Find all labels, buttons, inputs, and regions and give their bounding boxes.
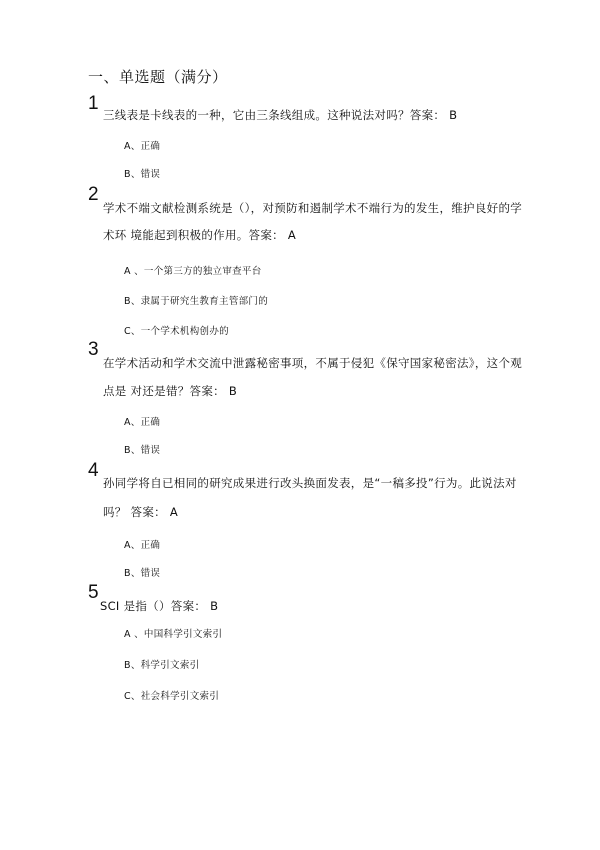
question-text: 点是 对还是错？答案： B xyxy=(103,384,238,398)
option: B、错误 xyxy=(124,568,161,579)
option: C、一个学术机构创办的 xyxy=(124,326,229,337)
option: B、科学引文索引 xyxy=(124,660,200,671)
option: A 、一个第三方的独立审查平台 xyxy=(124,266,262,277)
option: A、正确 xyxy=(124,417,161,428)
option: A、正确 xyxy=(124,141,161,152)
question-number: 2 xyxy=(88,184,99,205)
question-text: 吗？ 答案： A xyxy=(103,505,179,519)
section-title: 一、单选题（满分） xyxy=(88,68,228,86)
option: C、社会科学引文索引 xyxy=(124,691,220,702)
question-number: 5 xyxy=(88,582,99,603)
question-text: 学术不端文献检测系统是（），对预防和遏制学术不端行为的发生，维护良好的学 xyxy=(103,201,523,215)
option: B、错误 xyxy=(124,169,161,180)
question-text: SCI 是指（）答案： B xyxy=(100,599,219,613)
question-number: 1 xyxy=(88,93,99,114)
question-text: 术环 境能起到积极的作用。答案： A xyxy=(103,228,297,242)
question-text: 在学术活动和学术交流中泄露秘密事项，不属于侵犯《保守国家秘密法》，这个观 xyxy=(103,356,523,370)
option: A 、中国科学引文索引 xyxy=(124,629,223,640)
question-text: 孙同学将自已相同的研究成果进行改头换面发表，是“一稿多投”行为。此说法对 xyxy=(103,476,517,490)
option: B、错误 xyxy=(124,445,161,456)
question-text: 三线表是卡线表的一种，它由三条线组成。这种说法对吗？答案： B xyxy=(103,108,458,122)
question-number: 3 xyxy=(88,339,99,360)
option: A、正确 xyxy=(124,540,161,551)
option: B、隶属于研究生教育主管部门的 xyxy=(124,296,269,307)
question-number: 4 xyxy=(88,460,99,481)
